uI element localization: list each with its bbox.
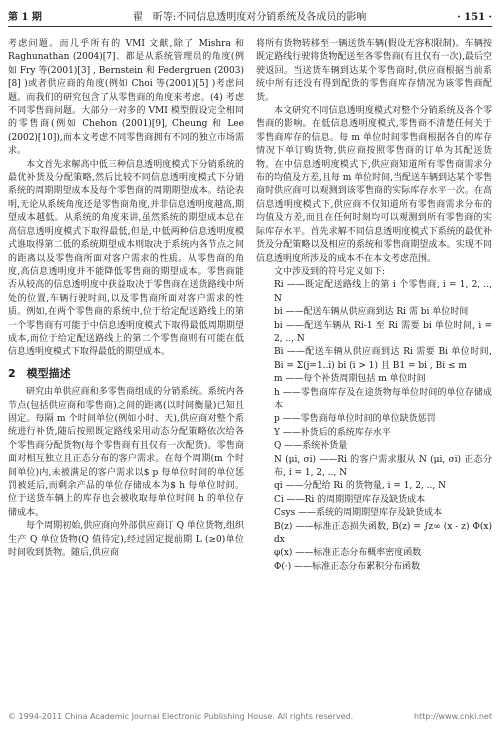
symbol-definition: h ——零售商库存及在途货物每单位时间的单位存储成本 bbox=[274, 387, 492, 411]
running-title: 翟 昕等:不同信息透明度对分销系统及各成员的影响 bbox=[132, 12, 367, 23]
paragraph-model: 研究由单供应商和多零售商组成的分销系统。系统内各节点(包括供应商和零售商)之间的距离(以时间衡量)已知且固定。每隔 m 个时间单位(例如小时、天),供应商对整个系统进行补货,随后按照既定路线采用动态分配策略依次给各个零售商分配货物(每个零售商有且仅有一次配货)。零售商面对相互独立且正态分布的客户需求。在每个周期(m 个时间单位)内,未被满足的客户需求以$ p 每单位时间的单位惩罚被延后,而剩余产品的单位存储成本为$ h 每单位时间。位于送货车辆上的库存也会被收取每单位时间 h 的单位存储成本。 bbox=[8, 387, 244, 518]
page-number: · 151 · bbox=[457, 12, 492, 23]
symbol-definition: Ci ——Ri 的周期期望库存及缺货成本 bbox=[274, 494, 426, 505]
symbol-list bbox=[256, 279, 492, 574]
paragraph-summary: 本文首先求解高中低三种信息透明度模式下分销系统的最优补货及分配策略,然后比较不同信息透明度模式下分销系统的周期期望成本及每个零售商的周期期望成本。结论表明,无论从系统角度还是零售商角度,并非信息透明度越高,期望成本越低。从系统的角度来讲,虽然系统的期望成本总在高信息透明度模式下取得最低,但是,中低两种信息透明度模式谁取得第二低的系统期望成本则取决于系统内各节点之间的距离以及零售商所面对客户需求的性质。从零售商的角度,高信息透明度并不能降低零售商的期望成本。零售商能否从较高的信息透明度中获益取决于零售商在送货路线中所处的位置,车辆行驶时间,以及零售商所面对客户需求的性质。例如,在两个零售商的系统中,位于给定配送路线上的第一个零售商有可能于中信息透明度模式下取得最低周期期望成本,而位于给定配送路线上的第二个零售商则有可能在低信息透明度模式下取得最低的期望成本。 bbox=[8, 159, 244, 358]
paragraph-literature: 考虑问题。而几乎所有的 VMI 文献,除了 Mishra 和 Raghunathan (2004)[7]、都是从系统管理员的角度(例如 Fry 等(2001)[3] , Bernstein 和 Federgruen (2003)[8] )或者供应商的角度(例如 Choi 等(2001)[5] )考虑问题。而我们的研究包含了从零售商的角度来考虑。(4) 考虑不同零售商问题。大部分一对多的 VMI 模型假设完全相同的零售商(例如 Chehon (2001)[9], Cheung 和 Lee (2002)[10]),而本文考虑不同零售商拥有不同的独立市场需求。 bbox=[8, 39, 244, 157]
paragraph-delivery: 将所有货物转移至一辆送货车辆(假设无容积限制)。车辆按既定路线行驶将货物配送至各零售商(有且仅有一次),最后空驶返回。当送货车辆到达某个零售商时,供应商根据当前系统中所有还没有得到配货的零售商库存情况为该零售商配货。 bbox=[256, 39, 492, 103]
symbols-intro: 文中涉及到的符号定义如下: bbox=[274, 266, 386, 277]
section-heading: 2 模型描述 bbox=[8, 366, 71, 380]
publisher-url: http://www.cnki.net bbox=[414, 712, 492, 721]
symbol-definition: qi ——分配给 Ri 的货物量, i = 1, 2, .., N bbox=[274, 481, 446, 492]
symbol-definition: φ(x) ——标准正态分布概率密度函数 bbox=[274, 548, 422, 559]
page-header bbox=[8, 10, 492, 27]
symbol-definition: Q ——系统补货量 bbox=[274, 441, 348, 452]
symbol-definition: bi ——配送车辆从 Ri-1 至 Ri 需要 bi 单位时间, i = 2, .., N bbox=[274, 320, 492, 344]
right-column bbox=[256, 38, 492, 574]
paragraph-cycle: 每个周期初始,供应商向外部供应商订 Q 单位货物,组织生产 Q 单位货物(Q 值待定),经过固定提前期 L (≥0)单位时间收到货物。随后,供应商 bbox=[8, 521, 244, 559]
symbol-definition: p ——零售商每单位时间的单位缺货惩罚 bbox=[274, 414, 436, 425]
page-footer bbox=[8, 712, 492, 724]
paragraph-transparency: 本文研究不同信息透明度模式对整个分销系统及各个零售商的影响。在低信息透明度模式,零售商不清楚任何关于零售商库存的信息。每 m 单位时间零售商根据各自的库存情况下单订购货物,供应商按照零售商的订单为其配送货物。在中信息透明度模式下,供应商知道所有零售商需求分布的均值及方差,且每 m 单位时间,当配送车辆到达某个零售商时供应商可以观测到该零售商的实际库存水平一次。在高信息透明度模式下,供应商不仅知道所有零售商需求分布的均值及方差,而且在任何时刻均可以观测到所有零售商的实际库存水平。首先求解不同信息透明度模式下系统的最优补货及分配策略以及相应的系统和零售商期望成本。实现不同信息透明度所涉及的成本不在本文考虑范围。 bbox=[256, 106, 492, 264]
symbol-definition: Bi ——配送车辆从供应商到达 Ri 需要 Bi 单位时间, Bi = Σ(j=1..i) bi (i > 1) 且 B1 = bi , Bi ≤ m bbox=[274, 347, 492, 371]
symbol-definition: Ri ——既定配送路线上的第 i 个零售商, i = 1, 2, .., N bbox=[274, 280, 492, 304]
symbol-definition: N (μi, σi) ——Ri 的客户需求服从 N (μi, σi) 正态分布, i = 1, 2, .., N bbox=[274, 454, 492, 478]
issue-number: 第 1 期 bbox=[8, 12, 42, 23]
symbol-definition: B(z) ——标准正态损失函数, B(z) = ∫z∞ (x - z) Φ(x) dx bbox=[274, 521, 492, 546]
symbol-definition: m ——每个补货周期包括 m 单位时间 bbox=[274, 374, 426, 385]
left-column bbox=[8, 38, 244, 560]
symbol-definition: Y ——补货后的系统库存水平 bbox=[274, 427, 391, 438]
symbol-definition: Csys ——系统的周期期望库存及缺货成本 bbox=[274, 508, 443, 519]
copyright-notice: © 1994-2011 China Academic Journal Electronic Publishing House. All rights reserved. bbox=[8, 712, 354, 721]
symbol-definition: bi ——配送车辆从供应商到达 Ri 需 bi 单位时间 bbox=[274, 307, 469, 318]
symbol-definition: Φ(·) ——标准正态分布累积分布函数 bbox=[274, 561, 421, 572]
